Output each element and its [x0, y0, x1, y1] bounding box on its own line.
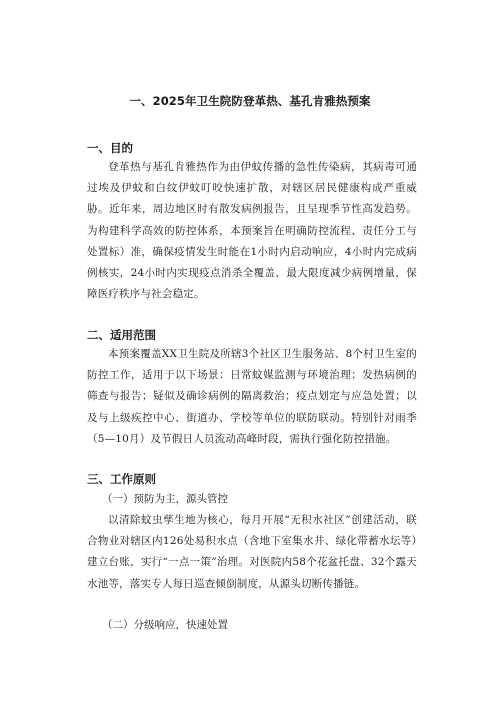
section-paragraph-prevention: 以清除蚊虫孳生地为核心，每月开展“无积水社区”创建活动，联合物业对辖区内126处易积水点（含地下室集水井、绿化带蓄水坛等）建立台账，实行“一点一策”治理。对医院内58个花盆托盘、32个露天水池等，落实专人每日巡查倾倒制度，从源头切断传播链。 [87, 514, 417, 590]
section-paragraph-purpose: 登革热与基孔肯雅热作为由伊蚊传播的急性传染病，其病毒可通过埃及伊蚊和白纹伊蚊叮咬快速扩散，对辖区居民健康构成严重威胁。近年来，周边地区时有散发病例报告，且呈现季节性高发趋势。为构建科学高效的防控体系，本预案旨在明确防控流程、责任分工与处置标）准，确保疫情发生时能在1小时内启动响应，4小时内完成病例核实，24小时内实现疫点消杀全覆盖，最大限度减少病例增量，保障医疗秩序与社会稳定。 [87, 161, 417, 301]
document-title: 一、2025年卫生院防登革热、基孔肯雅热预案 [129, 94, 371, 108]
section-paragraph-scope: 本预案覆盖XX卫生院及所辖3个社区卫生服务站、8个村卫生室的防控工作，适用于以下场景：日常蚊媒监测与环境治理；发热病例的筛查与报告；疑似及确诊病例的隔离救治；疫点划定与应急处置；以及与上级疾控中心、街道办、学校等单位的联防联动。特别针对雨季（5—10月）及节假日人员流动高峰时段，需执行强化防控措施。 [87, 348, 417, 445]
section-heading-principles: 三、工作原则 [87, 472, 156, 486]
subheading-prevention: （一）预防为主，源头管控 [102, 493, 228, 505]
subheading-response: （二）分级响应，快速处置 [102, 619, 228, 631]
section-heading-purpose: 一、目的 [87, 141, 133, 155]
section-heading-scope: 二、适用范围 [87, 328, 156, 342]
